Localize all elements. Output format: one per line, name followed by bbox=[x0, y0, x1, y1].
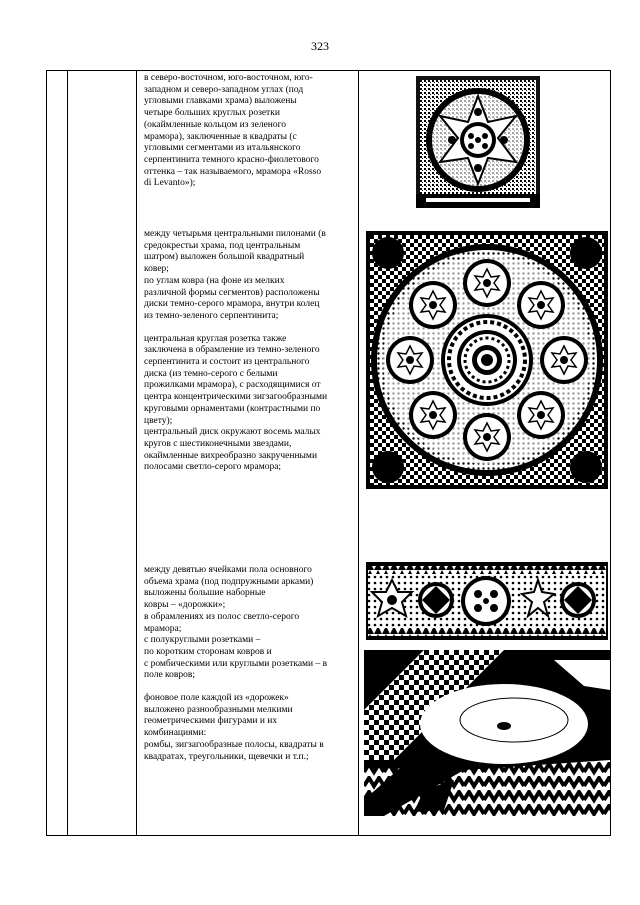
text-line: окаймленные вихреобразно закрученными bbox=[144, 450, 318, 461]
text-line: четыре больших круглых розетки bbox=[144, 108, 280, 119]
text-line: ромбы, зигзагообразные полосы, квадраты в bbox=[144, 739, 324, 750]
table-top-border bbox=[46, 70, 611, 71]
text-line: угловыми сегментами из итальянского bbox=[144, 143, 301, 154]
table-col-divider-2 bbox=[136, 70, 137, 836]
text-block-central-carpet bbox=[144, 229, 356, 474]
text-line: фоновое поле каждой из «дорожек» bbox=[144, 693, 289, 704]
text-line: в северо-восточном, юго-восточном, юго- bbox=[144, 73, 313, 83]
text-line: средокрестьи храма, под центральным bbox=[144, 240, 301, 251]
table-col-divider-1 bbox=[67, 70, 68, 836]
table-col-divider-3 bbox=[358, 70, 359, 836]
runner-strip-photo bbox=[366, 562, 608, 640]
text-line: мрамора; bbox=[144, 623, 182, 634]
text-line: по коротким сторонам ковров и bbox=[144, 646, 272, 657]
text-line: поле ковров; bbox=[144, 670, 196, 681]
text-line: di Levanto»); bbox=[144, 178, 196, 189]
text-line: по углам ковра (на фоне из мелких bbox=[144, 275, 285, 286]
text-line: между четырьмя центральными пилонами (в bbox=[144, 229, 326, 239]
text-line: различной формы сегментов) расположены bbox=[144, 287, 320, 298]
runner-detail-photo bbox=[364, 650, 610, 816]
text-line: из темно-зеленого серпентинита; bbox=[144, 310, 279, 321]
text-line: заключена в обрамление из темно-зеленого bbox=[144, 345, 320, 356]
text-line: ковер; bbox=[144, 264, 169, 275]
text-line: квадратах, треугольники, щевечки и т.п.; bbox=[144, 751, 309, 762]
text-line: полосами светло-серого мрамора; bbox=[144, 462, 282, 473]
text-line: комбинациями: bbox=[144, 728, 207, 739]
text-line: цвету); bbox=[144, 415, 173, 426]
text-line: серпентинита и состоит из центрального bbox=[144, 357, 310, 368]
table-bottom-border bbox=[46, 835, 611, 836]
text-block-rosettes bbox=[144, 73, 356, 190]
text-line: с ромбическими или круглыми розетками – в bbox=[144, 658, 328, 669]
text-line: западном и северо-западном углах (под bbox=[144, 84, 304, 95]
central-carpet-photo bbox=[366, 231, 608, 489]
text-line: диска (из темно-серого с белыми bbox=[144, 368, 278, 379]
text-line: (окаймленные кольцом из зеленого bbox=[144, 119, 287, 130]
text-line: центральный диск окружают восемь малых bbox=[144, 427, 321, 438]
text-line: диски темно-серого мрамора, внутри колец bbox=[144, 299, 320, 310]
text-line: угловыми главками храма) выложены bbox=[144, 96, 297, 107]
table-right-border bbox=[610, 70, 611, 836]
rosette-in-square-photo bbox=[416, 76, 540, 208]
text-line: с полукруглыми розетками – bbox=[144, 635, 261, 646]
text-line: оттенка – так называемого, мрамора «Rosso bbox=[144, 166, 322, 177]
text-line: мрамора), заключенные в квадраты (с bbox=[144, 131, 297, 142]
text-line: выложены большие наборные bbox=[144, 588, 266, 599]
text-line: центральная круглая розетка также bbox=[144, 333, 287, 344]
text-line: геометрическими фигурами и их bbox=[144, 716, 278, 727]
text-block-runners bbox=[144, 565, 356, 763]
text-line: выложено разнообразными мелкими bbox=[144, 704, 293, 715]
page-number: 323 bbox=[311, 39, 329, 53]
text-line: центра концентрическими зигзагообразными bbox=[144, 392, 328, 403]
text-line: кругов с шестиконечными звездами, bbox=[144, 438, 292, 449]
table-left-border bbox=[46, 70, 47, 836]
text-line: прожилками мрамора), с расходящимися от bbox=[144, 380, 321, 391]
text-line: серпентинита темного красно-фиолетового bbox=[144, 154, 319, 165]
text-line: объема храма (под подпружными арками) bbox=[144, 576, 314, 587]
text-line: ковры – «дорожки»; bbox=[144, 600, 226, 611]
text-line: между девятью ячейками пола основного bbox=[144, 565, 312, 575]
text-line: круговыми орнаментами (контрастными по bbox=[144, 403, 321, 414]
text-line: шатром) выложен большой квадратный bbox=[144, 252, 305, 263]
text-line: в обрамлениях из полос светло-серого bbox=[144, 611, 300, 622]
